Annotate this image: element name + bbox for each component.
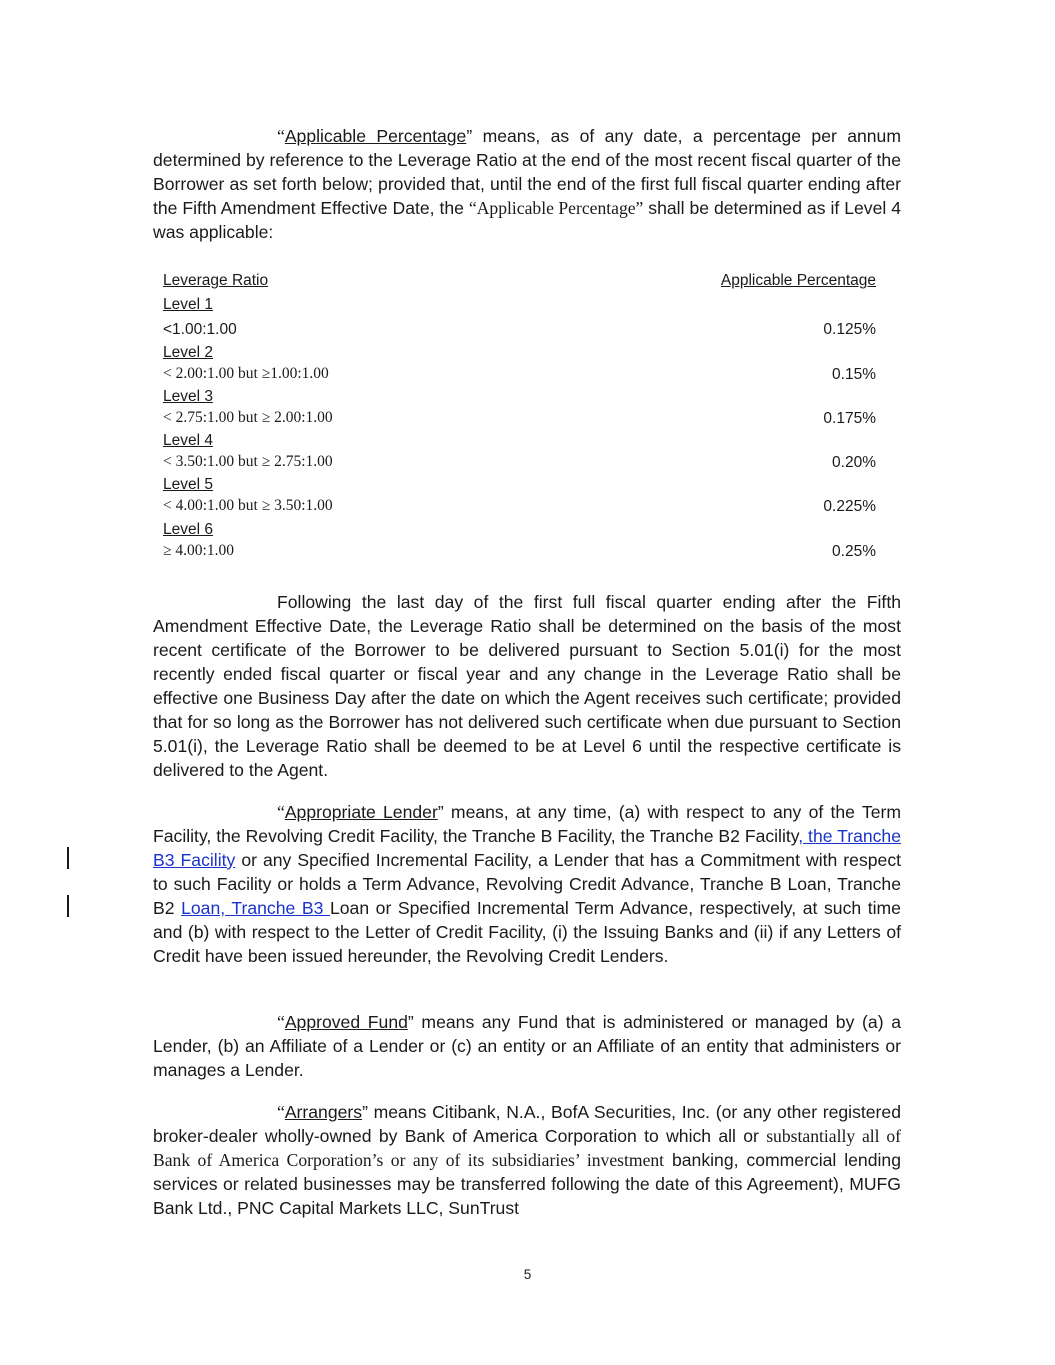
table-row: [163, 516, 876, 561]
level-cell: Level 6 ≥ 4.00:1.00: [163, 521, 234, 559]
defined-term: Applicable Percentage: [284, 126, 467, 146]
change-bar: [67, 847, 69, 869]
level-cell: Level 4 < 3.50:1.00 but ≥ 2.75:1.00: [163, 432, 333, 470]
table-row: [163, 472, 876, 516]
pricing-grid-table: [163, 266, 876, 561]
leverage-ratio-determination-paragraph: Following the last day of the first full fiscal quarter ending after the Fifth Amendment Effective Date, the Leverage Ratio shall be determined on the basis of the most recent certificate of the Borrower to be delivered pursuant to Section 5.01(i) for the most recently ended fiscal quarter or fiscal year and any change in the Leverage Ratio shall be effective one Business Day after the date on which the Agent receives such certificate; provided that for so long as the Borrower has not delivered such certificate when due pursuant to Section 5.01(i), the Leverage Ratio shall be deemed to be at Level 6 until the respective certificate is delivered to the Agent.: [153, 592, 901, 780]
level-cell: Level 5 < 4.00:1.00 but ≥ 3.50:1.00: [163, 476, 333, 514]
tracked-insertion: Loan, Tranche B3: [181, 898, 330, 918]
table-row: [163, 384, 876, 428]
definition-appropriate-lender: “Appropriate Lender” means, at any time, (a) with respect to any of the Term Facility, the Revolving Credit Facility, the Tranche B Facility, the Tranche B2 Facility, the Tranche B3 Facility or any Specified Incremental Facility, a Lender that has a Commitment with respect to such Facility or holds a Term Advance, Revolving Credit Advance, Tranche B Loan, Tranche B2 Loan, Tranche B3 Loan or Specified Incremental Term Advance, respectively, at such time and (b) with respect to the Letter of Credit Facility, (i) the Issuing Banks and (ii) if any Letters of Credit have been issued hereunder, the Revolving Credit Lenders.: [153, 802, 902, 966]
condition-cell: <1.00:1.00: [163, 321, 237, 338]
header-leverage-ratio: Leverage Ratio: [163, 272, 269, 289]
header-applicable-percentage: Applicable Percentage: [720, 272, 876, 289]
rate-cell: 0.125%: [823, 321, 876, 338]
tracked-insertion: , the Tranche B3 Facility: [153, 826, 901, 870]
rate-cell: 0.25%: [832, 543, 876, 560]
rate-cell: 0.15%: [832, 366, 876, 383]
definition-approved-fund: “Approved Fund” means any Fund that is administered or managed by (a) a Lender, (b) an Affiliate of a Lender or (c) an entity or an Affiliate of an entity that administers or manages a Lender.: [153, 1012, 902, 1080]
document-page: [153, 124, 902, 1218]
level-cell: Level 1: [163, 296, 213, 313]
rate-cell: 0.175%: [823, 410, 876, 427]
level-cell: Level 2 < 2.00:1.00 but ≥1.00:1.00: [163, 344, 329, 382]
table-row: [163, 428, 876, 472]
table-row: [163, 339, 876, 384]
defined-term: Appropriate Lender: [284, 802, 438, 822]
table-row: [163, 290, 876, 314]
change-bar: [67, 895, 69, 917]
table-row: [163, 314, 876, 339]
table-header-row: [163, 266, 876, 290]
defined-term: Arrangers: [284, 1102, 363, 1122]
rate-cell: 0.225%: [823, 498, 876, 515]
definition-applicable-percentage: “Applicable Percentage” means, as of any date, a percentage per annum determined by reference to the Leverage Ratio at the end of the most recent fiscal quarter of the Borrower as set forth below; provided that, until the end of the first full fiscal quarter ending after the Fifth Amendment Effective Date, the “Applicable Percentage” shall be determined as if Level 4 was applicable:: [153, 126, 901, 242]
rate-cell: 0.20%: [832, 454, 876, 471]
definition-arrangers: “Arrangers” means Citibank, N.A., BofA Securities, Inc. (or any other registered broker-dealer wholly-owned by Bank of America Corporation to which all or substantially all of Bank of America Corporation’s or any of its subsidiaries’ investment banking, commercial lending services or related businesses may be transferred following the date of this Agreement), MUFG Bank Ltd., PNC Capital Markets LLC, SunTrust: [153, 1102, 901, 1218]
defined-term: Approved Fund: [284, 1012, 408, 1032]
page-number: 5: [523, 1267, 532, 1282]
level-cell: Level 3 < 2.75:1.00 but ≥ 2.00:1.00: [163, 388, 333, 426]
